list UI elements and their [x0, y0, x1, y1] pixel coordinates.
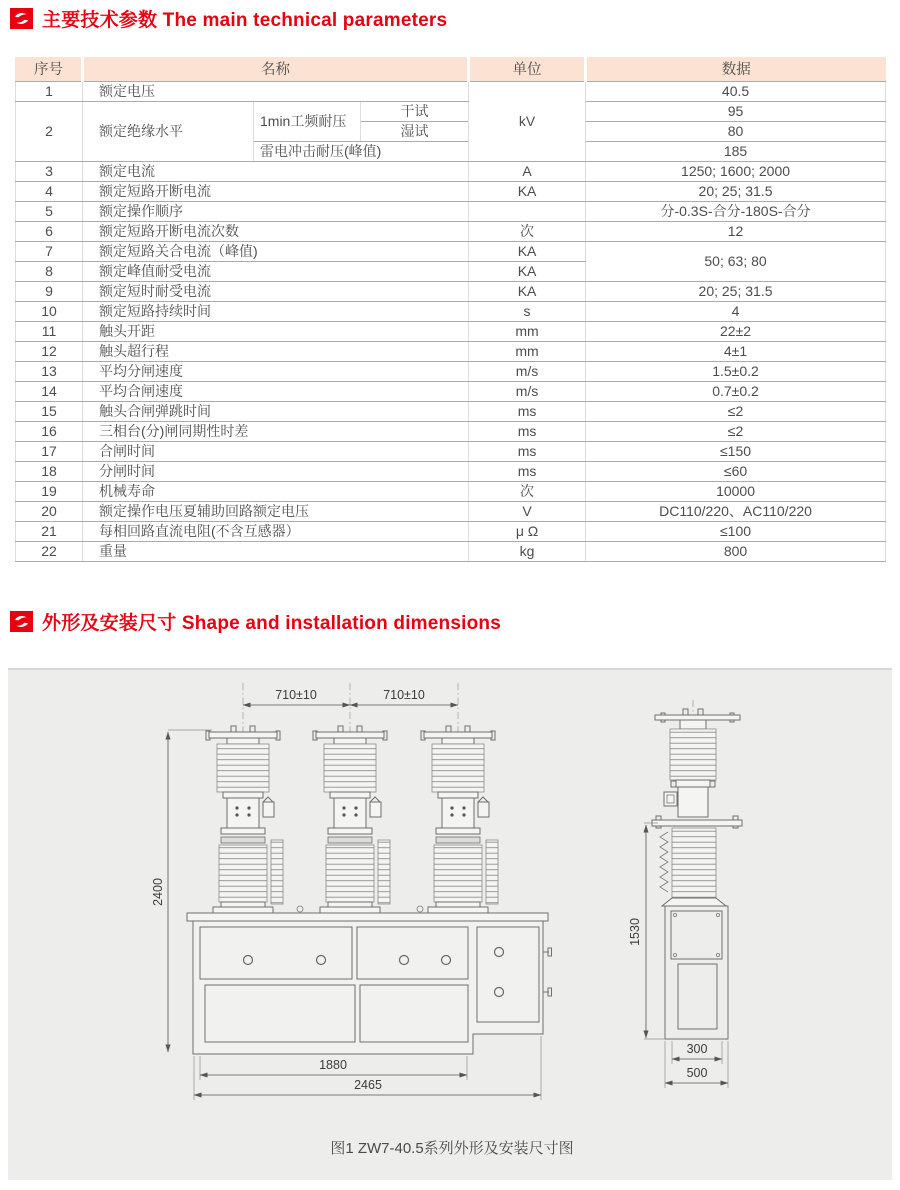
cell-no: 2 — [16, 101, 83, 161]
cell-name: 触头合闸弹跳时间 — [83, 401, 469, 421]
cell-name: 额定绝缘水平 — [83, 101, 254, 161]
section-title-parameters: 主要技术参数 The main technical parameters — [42, 10, 448, 31]
cell-name: 额定电流 — [83, 161, 469, 181]
cell-no: 1 — [16, 81, 83, 101]
cell-data: 0.7±0.2 — [586, 381, 886, 401]
cell-unit: ms — [469, 421, 586, 441]
dim-label-spacing-right: 710±10 — [383, 688, 425, 702]
insulator-pole — [206, 683, 283, 913]
section-bullet-icon — [10, 611, 33, 632]
cell-data: ≤2 — [586, 421, 886, 441]
cell-name: 机械寿命 — [83, 481, 469, 501]
cell-name: 额定电压 — [83, 81, 469, 101]
cell-name: 额定峰值耐受电流 — [83, 261, 469, 281]
table-row — [16, 201, 886, 221]
table-row — [16, 181, 886, 201]
dim-label-base-inner: 300 — [686, 1042, 708, 1056]
cell-data: 20; 25; 31.5 — [586, 181, 886, 201]
section-header-dimensions — [10, 608, 501, 635]
cell-unit: mm — [469, 341, 586, 361]
cell-subname: 1min工频耐压 — [254, 101, 361, 141]
dim-label-base-outer: 500 — [686, 1066, 708, 1080]
cell-unit: mm — [469, 321, 586, 341]
cell-unit: kV — [469, 81, 586, 161]
cell-data: 1.5±0.2 — [586, 361, 886, 381]
cell-no: 6 — [16, 221, 83, 241]
cell-data: 分-0.3S-合分-180S-合分 — [586, 201, 886, 221]
cell-unit: KA — [469, 181, 586, 201]
table-row — [16, 461, 886, 481]
cell-data: 1250; 1600; 2000 — [586, 161, 886, 181]
cell-no: 17 — [16, 441, 83, 461]
cell-data: 800 — [586, 541, 886, 561]
cell-data: ≤2 — [586, 401, 886, 421]
mechanism-cabinet — [187, 906, 552, 1054]
cell-subname: 干试 — [361, 101, 469, 121]
table-row — [16, 501, 886, 521]
section-title-dimensions: 外形及安装尺寸 Shape and installation dimensions — [42, 613, 501, 634]
figure-caption: 图1 ZW7-40.5系列外形及安装尺寸图 — [330, 1140, 574, 1157]
table-row — [16, 241, 886, 261]
cell-no: 22 — [16, 541, 83, 561]
cell-no: 15 — [16, 401, 83, 421]
cell-data: 4±1 — [586, 341, 886, 361]
side-view — [628, 700, 742, 1088]
col-header-data: 数据 — [586, 57, 886, 81]
table-row — [16, 161, 886, 181]
table-row — [16, 481, 886, 501]
cell-unit: 次 — [469, 221, 586, 241]
table-row — [16, 301, 886, 321]
dim-label-spacing-left: 710±10 — [275, 688, 317, 702]
cell-no: 14 — [16, 381, 83, 401]
cell-unit: kg — [469, 541, 586, 561]
cell-no: 18 — [16, 461, 83, 481]
cell-subname: 雷电冲击耐压(峰值) — [254, 141, 469, 161]
cell-data: DC110/220、AC110/220 — [586, 501, 886, 521]
cell-no: 12 — [16, 341, 83, 361]
cell-unit — [469, 201, 586, 221]
cell-name: 合闸时间 — [83, 441, 469, 461]
parameters-table-wrapper — [15, 57, 885, 562]
cell-no: 4 — [16, 181, 83, 201]
cell-no: 7 — [16, 241, 83, 261]
cell-unit: ms — [469, 401, 586, 421]
cell-data: ≤60 — [586, 461, 886, 481]
dim-label-width-outer: 2465 — [354, 1078, 382, 1092]
cell-unit: m/s — [469, 381, 586, 401]
dim-label-width-inner: 1880 — [319, 1058, 347, 1072]
table-row — [16, 361, 886, 381]
cell-data: 10000 — [586, 481, 886, 501]
cell-data: ≤150 — [586, 441, 886, 461]
cell-unit: 次 — [469, 481, 586, 501]
table-row — [16, 381, 886, 401]
table-row — [16, 341, 886, 361]
section-header-parameters — [10, 5, 447, 32]
cell-no: 13 — [16, 361, 83, 381]
cell-name: 三相台(分)闸同期性时差 — [83, 421, 469, 441]
cell-data: 12 — [586, 221, 886, 241]
cell-unit: KA — [469, 261, 586, 281]
cell-unit: s — [469, 301, 586, 321]
table-row — [16, 221, 886, 241]
cell-no: 8 — [16, 261, 83, 281]
cell-unit: V — [469, 501, 586, 521]
insulator-pole — [313, 683, 390, 913]
table-row — [16, 441, 886, 461]
cell-data: 95 — [586, 101, 886, 121]
table-row — [16, 421, 886, 441]
cell-subname: 湿试 — [361, 121, 469, 141]
cell-no: 20 — [16, 501, 83, 521]
cell-unit: KA — [469, 281, 586, 301]
table-row — [16, 101, 886, 121]
table-row — [16, 401, 886, 421]
cell-name: 触头开距 — [83, 321, 469, 341]
drawing-panel — [8, 668, 892, 1180]
table-header-row — [16, 57, 886, 81]
cell-name: 额定短路持续时间 — [83, 301, 469, 321]
cell-name: 触头超行程 — [83, 341, 469, 361]
cell-no: 16 — [16, 421, 83, 441]
col-header-name: 名称 — [83, 57, 469, 81]
table-row — [16, 281, 886, 301]
cell-unit: A — [469, 161, 586, 181]
insulator-pole — [421, 683, 498, 913]
cell-unit: ms — [469, 461, 586, 481]
section-bullet-icon — [10, 8, 33, 29]
cell-no: 9 — [16, 281, 83, 301]
cell-name: 额定短路开断电流 — [83, 181, 469, 201]
cell-data: 40.5 — [586, 81, 886, 101]
cell-no: 10 — [16, 301, 83, 321]
cell-name: 额定操作顺序 — [83, 201, 469, 221]
cell-no: 19 — [16, 481, 83, 501]
cell-name: 重量 — [83, 541, 469, 561]
cell-no: 11 — [16, 321, 83, 341]
cell-no: 21 — [16, 521, 83, 541]
cell-name: 平均分闸速度 — [83, 361, 469, 381]
cell-unit: KA — [469, 241, 586, 261]
cell-no: 5 — [16, 201, 83, 221]
cell-unit: μ Ω — [469, 521, 586, 541]
col-header-no: 序号 — [16, 57, 83, 81]
cell-name: 额定操作电压夏辅助回路额定电压 — [83, 501, 469, 521]
parameters-table — [15, 57, 886, 562]
cell-data: 4 — [586, 301, 886, 321]
cell-name: 额定短时耐受电流 — [83, 281, 469, 301]
cell-data: 20; 25; 31.5 — [586, 281, 886, 301]
dim-label-side-height: 1530 — [628, 918, 642, 946]
cell-name: 额定短路关合电流（峰值) — [83, 241, 469, 261]
cell-data: ≤100 — [586, 521, 886, 541]
table-row — [16, 81, 886, 101]
cell-unit: ms — [469, 441, 586, 461]
table-row — [16, 321, 886, 341]
cell-data: 22±2 — [586, 321, 886, 341]
cell-no: 3 — [16, 161, 83, 181]
cell-name: 分闸时间 — [83, 461, 469, 481]
cell-name: 每相回路直流电阻(不含互感器） — [83, 521, 469, 541]
dim-label-height: 2400 — [151, 878, 165, 906]
cell-unit: m/s — [469, 361, 586, 381]
table-row — [16, 541, 886, 561]
table-row — [16, 521, 886, 541]
cell-name: 额定短路开断电流次数 — [83, 221, 469, 241]
cell-data: 185 — [586, 141, 886, 161]
cell-data: 50; 63; 80 — [586, 241, 886, 281]
cell-name: 平均合闸速度 — [83, 381, 469, 401]
front-view — [151, 683, 552, 1100]
col-header-unit: 单位 — [469, 57, 586, 81]
cell-data: 80 — [586, 121, 886, 141]
outline-drawing — [8, 670, 892, 1180]
